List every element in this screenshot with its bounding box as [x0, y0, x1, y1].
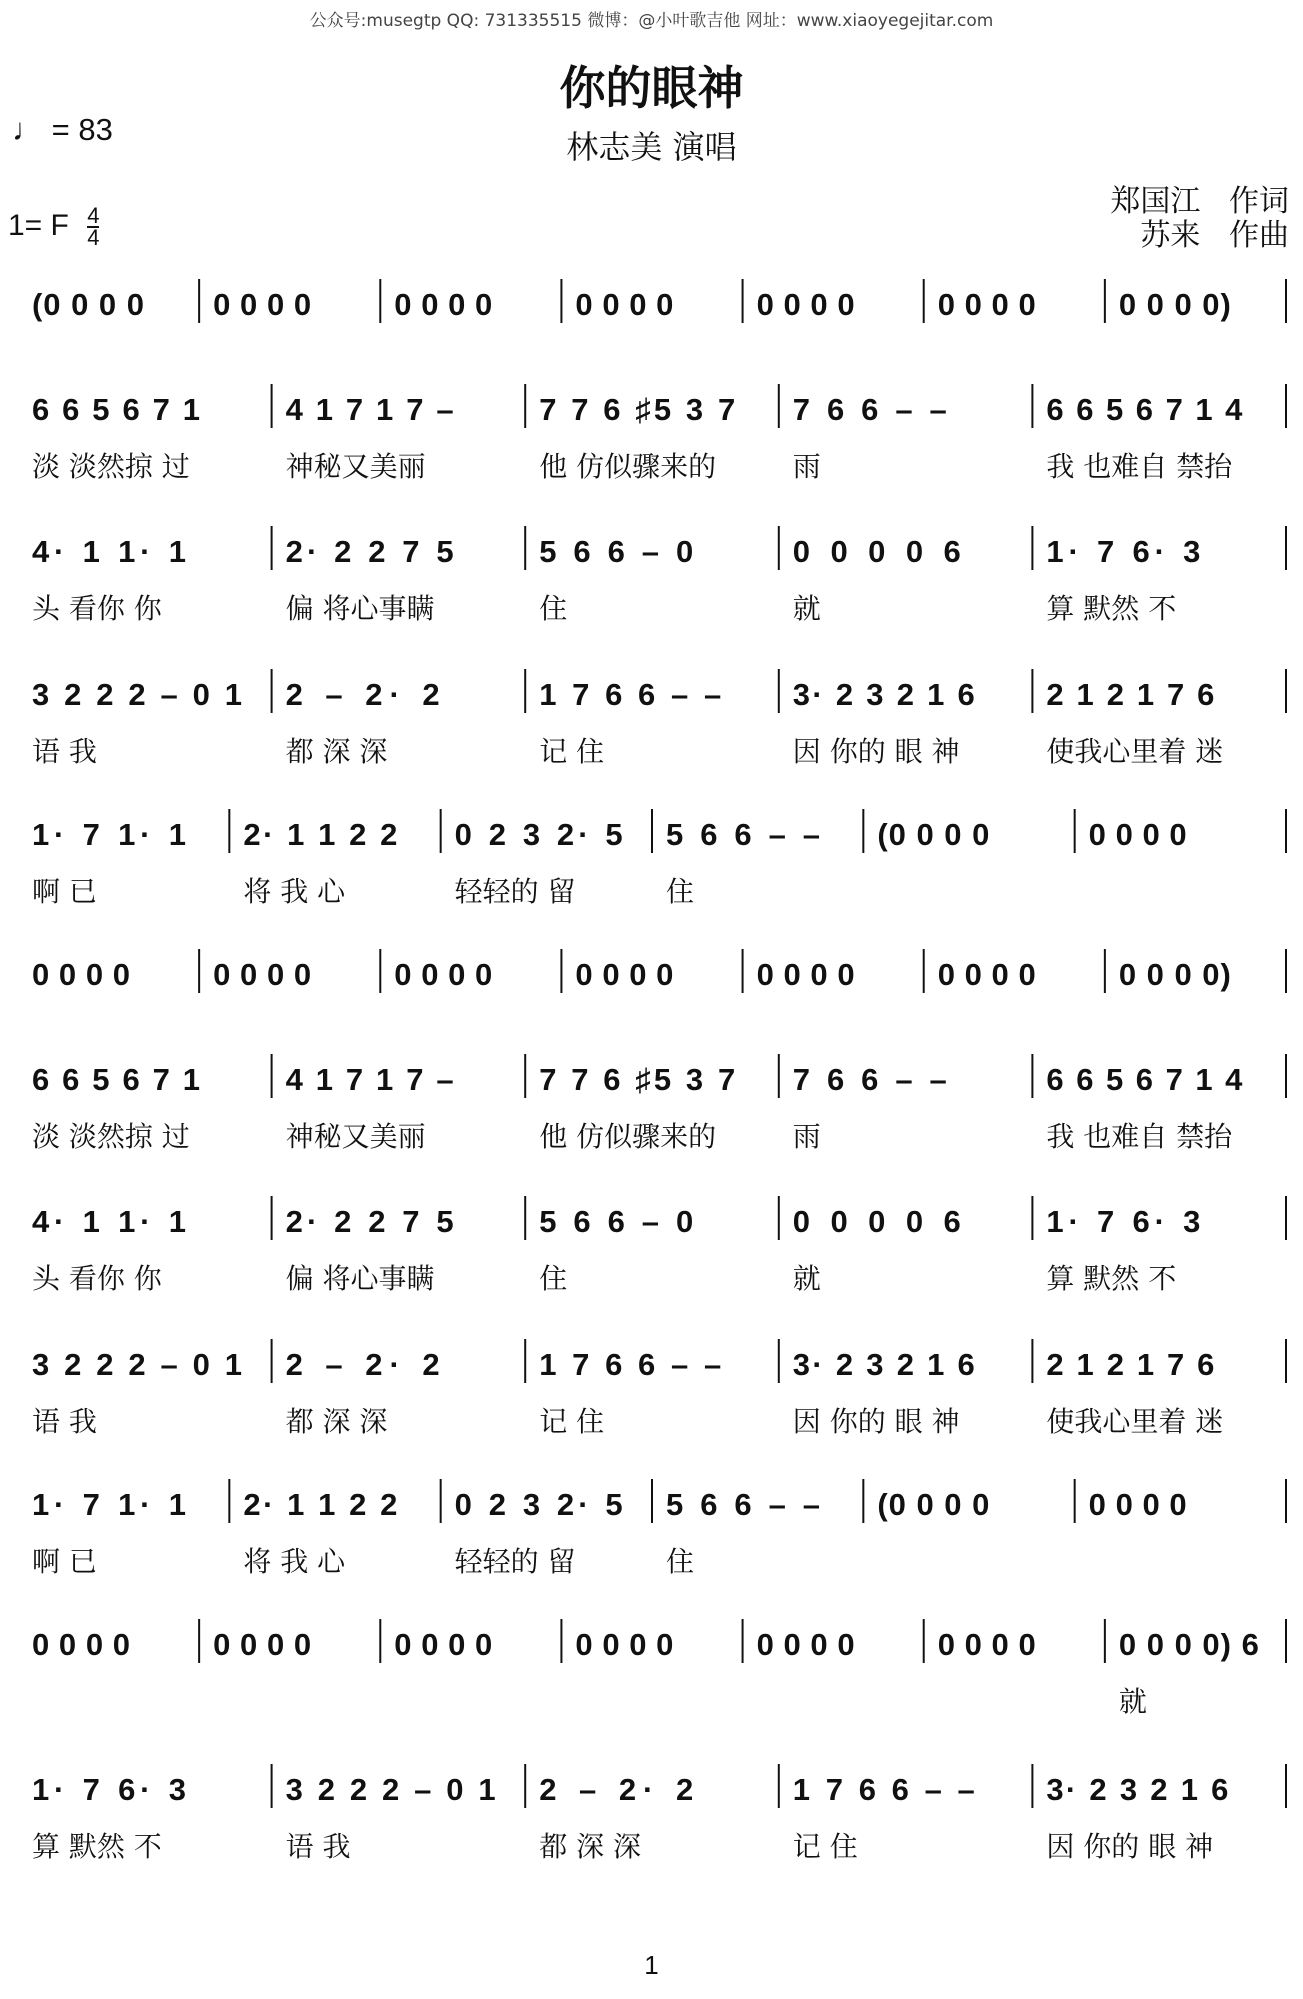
bar-notes: 7 7 6 ♯5 3 7: [539, 392, 736, 427]
bar-notes: 0 0 0 0): [1118, 957, 1231, 992]
bar-notes: 0 0 0 0 6: [792, 1204, 961, 1239]
bar-notes: 0 0 0 0: [575, 287, 674, 322]
bar-notes: 0 0 0 0: [394, 957, 493, 992]
lyric-text: 雨: [792, 450, 821, 483]
bar-notes: 0 0 0 0: [756, 957, 855, 992]
bar-notes: 0 0 0 0: [1088, 817, 1187, 852]
lyric-text: 语 我: [32, 1405, 97, 1438]
bar-notes: 0 0 0 0 6: [792, 534, 961, 569]
bar-notes: (0 0 0 0: [877, 817, 990, 852]
bar-notes: 0 0 0 0: [32, 957, 130, 992]
lyric-text: 记 住: [539, 1405, 605, 1438]
bar-notes: (0 0 0 0: [32, 287, 144, 322]
lyric-text: 将 我 心: [243, 875, 346, 908]
bar-notes: 0 0 0 0: [756, 287, 855, 322]
bar-notes: 0 0 0 0: [1088, 1487, 1187, 1522]
bar-notes: 0 0 0 0: [213, 1627, 312, 1662]
bar-notes: 1· 7 6· 3: [1046, 1204, 1201, 1239]
lyric-text: 住: [539, 1262, 568, 1295]
lyric-text: 住: [666, 1545, 695, 1578]
lyric-text: 使我心里着 迷: [1046, 735, 1224, 768]
bar-notes: 6 6 5 6 7 1 4: [1046, 392, 1243, 427]
lyric-text: 头 看你 你: [32, 592, 162, 625]
singer-credit: 林志美 演唱: [566, 128, 737, 166]
lyric-text: 都 深 深: [285, 1405, 388, 1438]
bar-notes: 0 2 3 2· 5: [454, 817, 623, 852]
bar-notes: 6 6 5 6 7 1 4: [1046, 1062, 1243, 1097]
bar-notes: 2· 1 1 2 2: [243, 817, 398, 852]
bar-notes: 2 – 2· 2: [539, 1772, 694, 1807]
bar-notes: 1· 7 1· 1: [32, 817, 186, 852]
lyric-text: 轻轻的 留: [454, 875, 576, 908]
bar-notes: 1 7 6 6 – –: [539, 1347, 722, 1382]
tempo-marking: ♩ = 83: [12, 112, 113, 147]
bar-notes: 4 1 7 1 7 –: [285, 392, 454, 427]
time-signature-top: 4: [87, 203, 100, 228]
bar-notes: 0 0 0 0: [213, 957, 312, 992]
bar-notes: 1· 7 6· 3: [1046, 534, 1201, 569]
lyric-text: 语 我: [285, 1830, 351, 1863]
lyric-text: 他 仿似骤来的: [539, 450, 717, 483]
lyric-text: 算 默然 不: [1046, 592, 1177, 625]
bar-notes: 2 – 2· 2: [285, 1347, 440, 1382]
bar-notes: 5 6 6 – –: [666, 817, 820, 852]
bar-notes: 5 6 6 – 0: [539, 534, 694, 569]
lyric-text: 就: [792, 592, 821, 625]
lyric-text: 语 我: [32, 735, 97, 768]
lyric-text: 都 深 深: [285, 735, 388, 768]
composer-credit: 苏来 作曲: [1140, 218, 1289, 253]
bar-notes: 1 7 6 6 – –: [792, 1772, 975, 1807]
bar-notes: (0 0 0 0: [877, 1487, 990, 1522]
bar-notes: 3· 2 3 2 1 6: [792, 1347, 975, 1382]
bar-notes: 6 6 5 6 7 1: [32, 392, 200, 427]
lyric-text: 神秘又美丽: [285, 1120, 426, 1153]
lyric-text: 偏 将心事瞒: [285, 1262, 435, 1295]
bar-notes: 4 1 7 1 7 –: [285, 1062, 454, 1097]
time-signature-bottom: 4: [87, 225, 100, 250]
bar-notes: 3 2 2 2 – 0 1: [32, 1347, 242, 1382]
lyric-text: 我 也难自 禁抬: [1046, 450, 1233, 483]
lyric-text: 偏 将心事瞒: [285, 592, 435, 625]
lyric-text: 记 住: [792, 1830, 858, 1863]
bar-notes: 0 0 0 0: [394, 287, 493, 322]
song-title: 你的眼神: [559, 61, 744, 115]
lyric-text: 神秘又美丽: [285, 450, 426, 483]
bar-notes: 3 2 2 2 – 0 1: [32, 677, 242, 712]
bar-notes: 0 0 0 0: [32, 1627, 130, 1662]
bar-notes: 6 6 5 6 7 1: [32, 1062, 200, 1097]
bar-notes: 2· 1 1 2 2: [243, 1487, 398, 1522]
bar-notes: 4· 1 1· 1: [32, 534, 186, 569]
lyric-text: 就: [792, 1262, 821, 1295]
bar-notes: 5 6 6 – –: [666, 1487, 820, 1522]
bar-notes: 2 – 2· 2: [285, 677, 440, 712]
bar-notes: 7 6 6 – –: [792, 392, 947, 427]
bar-notes: 1· 7 6· 3: [32, 1772, 186, 1807]
bar-notes: 0 0 0 0: [575, 1627, 674, 1662]
lyric-text: 住: [666, 875, 695, 908]
key-label: 1= F: [8, 208, 69, 242]
bar-notes: 3 2 2 2 – 0 1: [285, 1772, 496, 1807]
bar-notes: 0 0 0 0: [756, 1627, 855, 1662]
lyric-text: 住: [539, 592, 568, 625]
bar-notes: 0 0 0 0) 6: [1118, 1627, 1259, 1662]
lyric-text: 头 看你 你: [32, 1262, 162, 1295]
lyric-text: 算 默然 不: [1046, 1262, 1177, 1295]
lyric-text: 使我心里着 迷: [1046, 1405, 1224, 1438]
lyric-text: 轻轻的 留: [454, 1545, 576, 1578]
bar-notes: 2 1 2 1 7 6: [1046, 677, 1215, 712]
bar-notes: 0 0 0 0): [1118, 287, 1231, 322]
bar-notes: 3· 2 3 2 1 6: [792, 677, 975, 712]
watermark-text: 公众号:musegtp QQ: 731335515 微博：@小叶歌吉他 网址：www.xiaoyegejitar.com: [309, 11, 994, 31]
bar-notes: 0 2 3 2· 5: [454, 1487, 623, 1522]
lyric-text: 他 仿似骤来的: [539, 1120, 717, 1153]
lyric-text: 就: [1118, 1685, 1147, 1718]
lyric-text: 算 默然 不: [32, 1830, 162, 1863]
lyric-text: 因 你的 眼 神: [792, 735, 960, 768]
bar-notes: 0 0 0 0: [937, 957, 1036, 992]
lyric-text: 啊 已: [32, 1545, 97, 1578]
lyric-text: 因 你的 眼 神: [792, 1405, 960, 1438]
lyric-text: 都 深 深: [539, 1830, 642, 1863]
lyric-text: 啊 已: [32, 875, 97, 908]
bar-notes: 7 6 6 – –: [792, 1062, 947, 1097]
bar-notes: 2· 2 2 7 5: [285, 534, 454, 569]
lyric-text: 淡 淡然掠 过: [32, 450, 190, 483]
bar-notes: 1 7 6 6 – –: [539, 677, 722, 712]
bar-notes: 3· 2 3 2 1 6: [1046, 1772, 1229, 1807]
bar-notes: 5 6 6 – 0: [539, 1204, 694, 1239]
bar-notes: 2· 2 2 7 5: [285, 1204, 454, 1239]
lyric-text: 雨: [792, 1120, 821, 1153]
bar-notes: 0 0 0 0: [394, 1627, 493, 1662]
lyric-text: 我 也难自 禁抬: [1046, 1120, 1233, 1153]
bar-notes: 0 0 0 0: [575, 957, 674, 992]
bar-notes: 0 0 0 0: [937, 1627, 1036, 1662]
lyric-text: 记 住: [539, 735, 605, 768]
page-number: 1: [644, 1950, 659, 1980]
bar-notes: 7 7 6 ♯5 3 7: [539, 1062, 736, 1097]
bar-notes: 0 0 0 0: [937, 287, 1036, 322]
bar-notes: 2 1 2 1 7 6: [1046, 1347, 1215, 1382]
lyric-text: 淡 淡然掠 过: [32, 1120, 190, 1153]
bar-notes: 4· 1 1· 1: [32, 1204, 186, 1239]
lyric-text: 将 我 心: [243, 1545, 346, 1578]
lyric-text: 因 你的 眼 神: [1046, 1830, 1214, 1863]
bar-notes: 0 0 0 0: [213, 287, 312, 322]
lyricist-credit: 郑国江 作词: [1110, 184, 1289, 219]
bar-notes: 1· 7 1· 1: [32, 1487, 186, 1522]
